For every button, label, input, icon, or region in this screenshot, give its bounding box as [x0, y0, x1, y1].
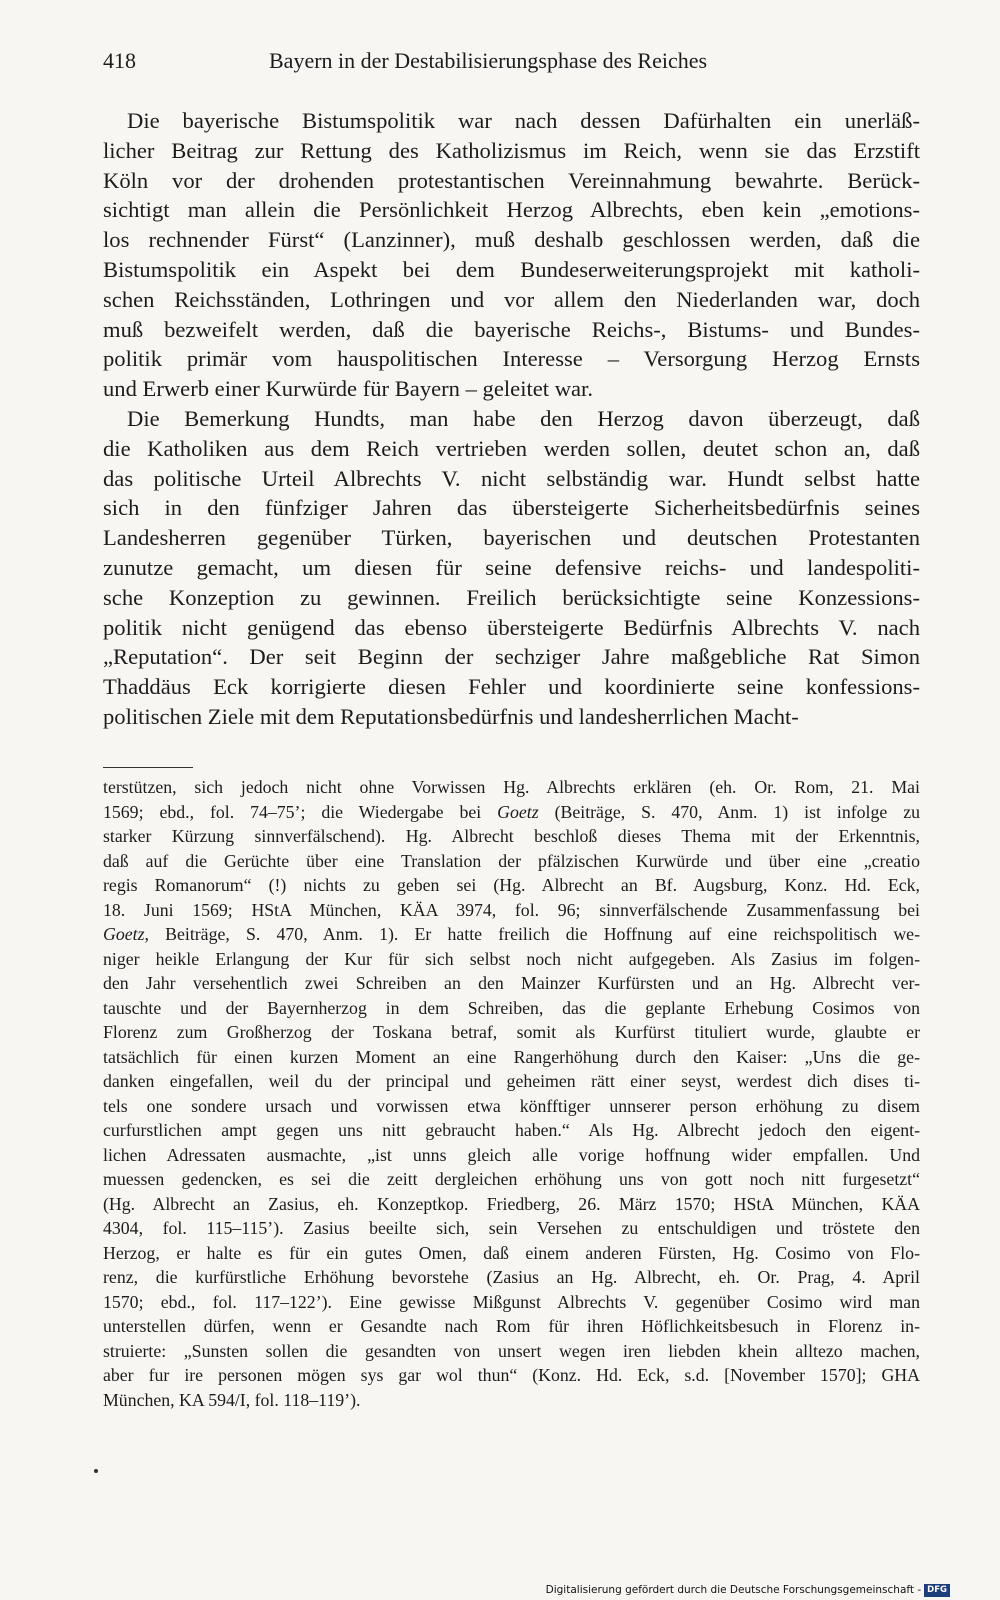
- footnote-line: tels one sondere ursach und vorwissen etwa könfftiger unnserer person erhöhung zu disem: [103, 1095, 920, 1116]
- footnote-line: Herzog, er halte es für ein gutes Omen, daß einem anderen Fürsten, Hg. Cosimo von Flo-: [103, 1242, 920, 1263]
- footnote-line: tatsächlich für einen kurzen Moment an eine Rangerhöhung durch den Kaiser: „Uns die ge-: [103, 1046, 920, 1067]
- footnote-line: aber fur ire personen mögen sys gar wol thun“ (Konz. Hd. Eck, s.d. [November 1570]; GHA: [103, 1365, 920, 1385]
- page-header: [103, 48, 920, 78]
- body-line: sich in den fünfziger Jahren das übersteigerte Sicherheitsbedürfnis seines: [103, 495, 920, 521]
- footnote-line: 1569; ebd., fol. 74–75’; die Wiedergabe bei Goetz (Beiträge, S. 470, Anm. 1) ist infolge zu: [103, 801, 920, 822]
- footnote-line: starker Kürzung sinnverfälschend). Hg. Albrecht beschloß dieses Thema mit der Erkenntnis,: [103, 826, 920, 846]
- footnote-line: lichen Adressaten ausmachte, „ist unns gleich alle vorige hoffnung wider empfallen. Und: [103, 1144, 920, 1165]
- footnote-line: 1570; ebd., fol. 117–122’). Eine gewisse Mißgunst Albrechts V. gegenüber Cosimo wird man: [103, 1291, 920, 1312]
- body-line: Die Bemerkung Hundts, man habe den Herzog davon überzeugt, daß: [127, 405, 920, 431]
- body-line: muß bezweifelt werden, daß die bayerische Reichs-, Bistums- und Bundes-: [103, 316, 920, 342]
- footnotes: [103, 775, 920, 1412]
- scan-speck: [94, 1469, 98, 1473]
- digitization-credit: [546, 1582, 950, 1598]
- footnote-line: struierte: „Sunsten sollen die gesandten von unsert wegen iren liebden khein alltezo machen,: [103, 1340, 920, 1361]
- body-line: schen Reichsständen, Lothringen und vor allem den Niederlanden war, doch: [103, 286, 920, 312]
- footnote-line: Goetz, Beiträge, S. 470, Anm. 1). Er hatte freilich die Hoffnung auf eine reichspolitisch we-: [103, 924, 920, 944]
- body-line: licher Beitrag zur Rettung des Katholizismus im Reich, wenn sie das Erzstift: [103, 137, 920, 163]
- footnote-line: Florenz zum Großherzog der Toskana betraf, somit als Kurfürst tituliert wurde, glaubte er: [103, 1022, 920, 1042]
- body-line: die Katholiken aus dem Reich vertrieben werden sollen, deutet schon an, daß: [103, 435, 920, 461]
- body-line: sichtigt man allein die Persönlichkeit Herzog Albrechts, eben kein „emotions-: [103, 197, 920, 223]
- footnote-line: unterstellen dürfen, wenn er Gesandte nach Rom für ihren Höflichkeitsbesuch in Florenz in-: [103, 1316, 920, 1336]
- footnote-line: den Jahr versehentlich zwei Schreiben an den Mainzer Kurfürsten und an Hg. Albrecht ver-: [103, 973, 920, 993]
- body-line: politik primär vom hauspolitischen Interesse – Versorgung Herzog Ernsts: [103, 346, 920, 372]
- body-line: das politische Urteil Albrechts V. nicht selbständig war. Hundt selbst hatte: [103, 465, 920, 491]
- footnote-line: regis Romanorum“ (!) nichts zu geben sei (Hg. Albrecht an Bf. Augsburg, Konz. Hd. Eck,: [103, 875, 920, 895]
- body-line: sche Konzeption zu gewinnen. Freilich berücksichtigte seine Konzessions-: [103, 584, 920, 610]
- footnote-line: terstützen, sich jedoch nicht ohne Vorwissen Hg. Albrechts erklären (eh. Or. Rom, 21. Mai: [103, 777, 920, 797]
- footnote-line: curfurstlichen ampt gegen uns nitt gebraucht haben.“ Als Hg. Albrecht jedoch den eigent-: [103, 1120, 920, 1140]
- page-number: 418: [103, 48, 136, 73]
- footnote-line: daß auf die Gerüchte über eine Translation der pfälzischen Kurwürde und über eine „creatio: [103, 850, 920, 871]
- footnote-line: tauschte und der Bayernherzog in dem Schreiben, das die geplante Erhebung Cosimos von: [103, 997, 920, 1018]
- body-line: politischen Ziele mit dem Reputationsbedürfnis und landesherrlichen Macht-: [103, 703, 799, 729]
- footnote-line: 18. Juni 1569; HStA München, KÄA 3974, fol. 96; sinnverfälschende Zusammenfassung bei: [103, 899, 920, 920]
- footnote-line: renz, die kurfürstliche Erhöhung bevorstehe (Zasius an Hg. Albrecht, eh. Or. Prag, 4. April: [103, 1267, 920, 1287]
- body-line: Landesherren gegenüber Türken, bayerischen und deutschen Protestanten: [103, 525, 920, 551]
- footnote-line: muessen gedencken, es sei die zeitt dergleichen erhöhung uns von gott noch nitt furgesetzt“: [103, 1169, 920, 1189]
- footnote-line: (Hg. Albrecht an Zasius, eh. Konzeptkop. Friedberg, 26. März 1570; HStA München, KÄA: [103, 1193, 920, 1214]
- body-line: Die bayerische Bistumspolitik war nach dessen Dafürhalten ein unerläß-: [127, 108, 920, 133]
- main-text: [103, 106, 920, 732]
- footnote-rule: [103, 767, 193, 768]
- footnote-line: niger heikle Erlangung der Kur für sich selbst noch nicht aufgegeben. Als Zasius im folgen-: [103, 948, 920, 969]
- body-line: zunutze gemacht, um diesen für seine defensive reichs- und landespoliti-: [103, 554, 920, 580]
- footnote-line: München, KA 594/I, fol. 118–119’).: [103, 1389, 361, 1410]
- body-line: politik nicht genügend das ebenso übersteigerte Bedürfnis Albrechts V. nach: [103, 614, 920, 640]
- body-line: Bistumspolitik ein Aspekt bei dem Bundeserweiterungsprojekt mit katholi-: [103, 256, 920, 282]
- running-title: Bayern in der Destabilisierungsphase des Reiches: [269, 48, 708, 73]
- credit-text: Digitalisierung gefördert durch die Deutsche Forschungsgemeinschaft -: [545, 1584, 922, 1596]
- body-line: und Erwerb einer Kurwürde für Bayern – geleitet war.: [103, 376, 593, 402]
- body-line: „Reputation“. Der seit Beginn der sechziger Jahre maßgebliche Rat Simon: [103, 644, 920, 670]
- body-line: los rechnender Fürst“ (Lanzinner), muß deshalb geschlossen werden, daß die: [103, 227, 920, 253]
- body-line: Thaddäus Eck korrigierte diesen Fehler und koordinierte seine konfessions-: [103, 674, 920, 700]
- body-line: Köln vor der drohenden protestantischen Vereinnahmung bewahrte. Berück-: [103, 167, 920, 193]
- dfg-logo: DFG: [924, 1584, 950, 1597]
- footnote-line: 4304, fol. 115–115’). Zasius beeilte sich, sein Versehen zu entschuldigen und tröstete den: [103, 1218, 920, 1238]
- footnote-line: danken eingefallen, weil du der principal und geheimen rätt einer seyst, werdest dich dises ti-: [103, 1071, 920, 1091]
